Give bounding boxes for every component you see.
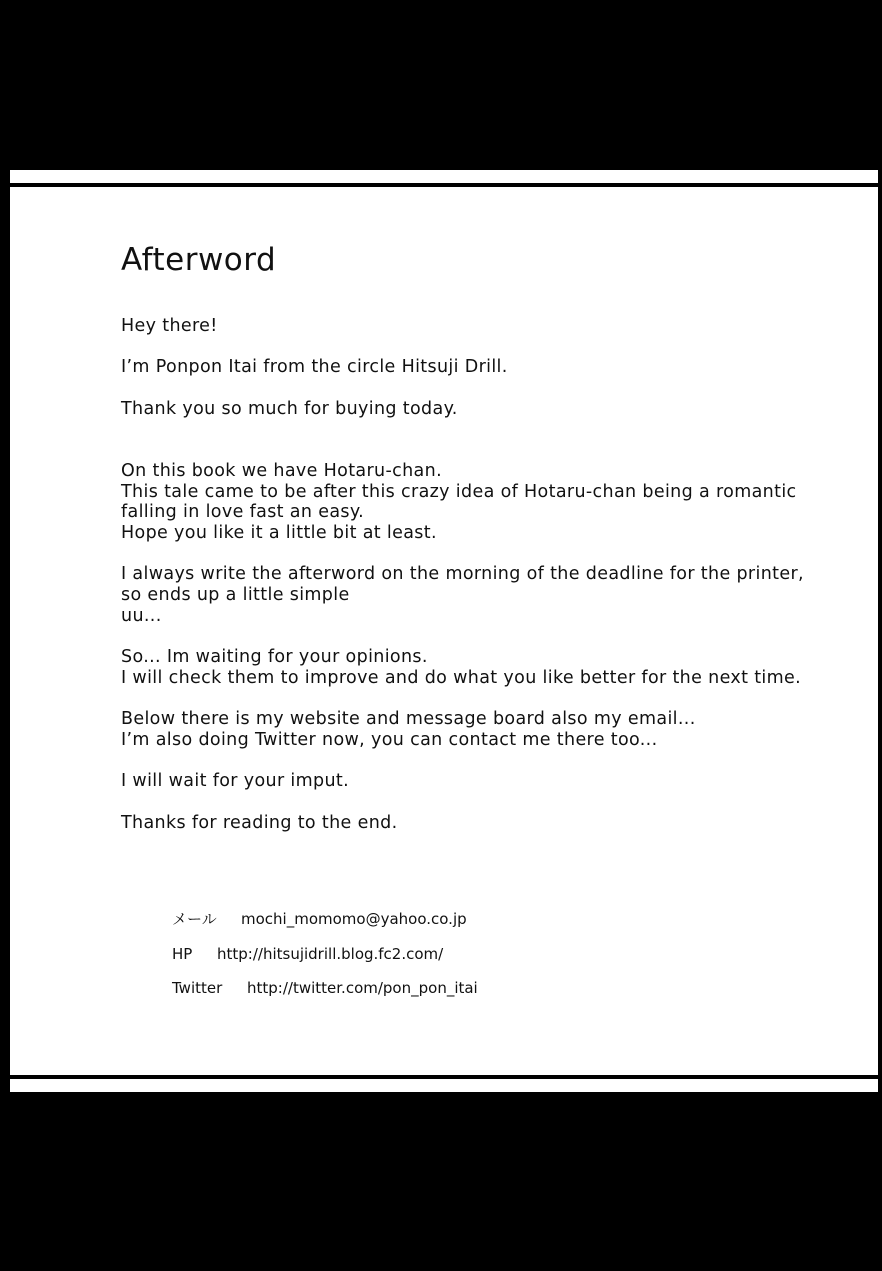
- contact-mail-row: [172, 910, 478, 928]
- paragraph-book: On this book we have Hotaru-chan. This tale came to be after this crazy idea of Hotaru-chan being a romantic falling in love fast an easy. Hope you like it a little bit at least.: [121, 460, 797, 543]
- contact-list: [172, 910, 478, 1014]
- top-border-rule: [10, 183, 878, 187]
- paragraph-opinions: So... Im waiting for your opinions. I will check them to improve and do what you like better for the next time.: [121, 647, 802, 688]
- twitter-link[interactable]: http://twitter.com/pon_pon_itai: [247, 979, 478, 997]
- mail-label: メール: [172, 910, 217, 928]
- paragraph-contact: Below there is my website and message board also my email... I’m also doing Twitter now, you can contact me there too...: [121, 709, 696, 750]
- contact-hp-row: [172, 945, 478, 963]
- paragraph-greeting: Hey there!: [121, 316, 218, 336]
- mail-address[interactable]: mochi_momomo@yahoo.co.jp: [241, 910, 467, 928]
- page-title: Afterword: [121, 242, 277, 278]
- twitter-label: Twitter: [172, 979, 223, 997]
- paragraph-intro: I’m Ponpon Itai from the circle Hitsuji Drill.: [121, 357, 508, 378]
- paragraph-closing: Thanks for reading to the end.: [121, 812, 398, 833]
- paragraph-thanks: Thank you so much for buying today.: [121, 398, 458, 419]
- hp-label: HP: [172, 944, 193, 963]
- afterword-content: [121, 240, 821, 854]
- afterword-page: [10, 170, 878, 1092]
- contact-twitter-row: [172, 979, 478, 997]
- paragraph-deadline: I always write the afterword on the morning of the deadline for the printer, so ends up a little simple uu...: [121, 564, 804, 626]
- hp-link[interactable]: http://hitsujidrill.blog.fc2.com/: [217, 944, 444, 963]
- paragraph-wait: I will wait for your imput.: [121, 771, 350, 792]
- bottom-border-rule: [10, 1075, 878, 1079]
